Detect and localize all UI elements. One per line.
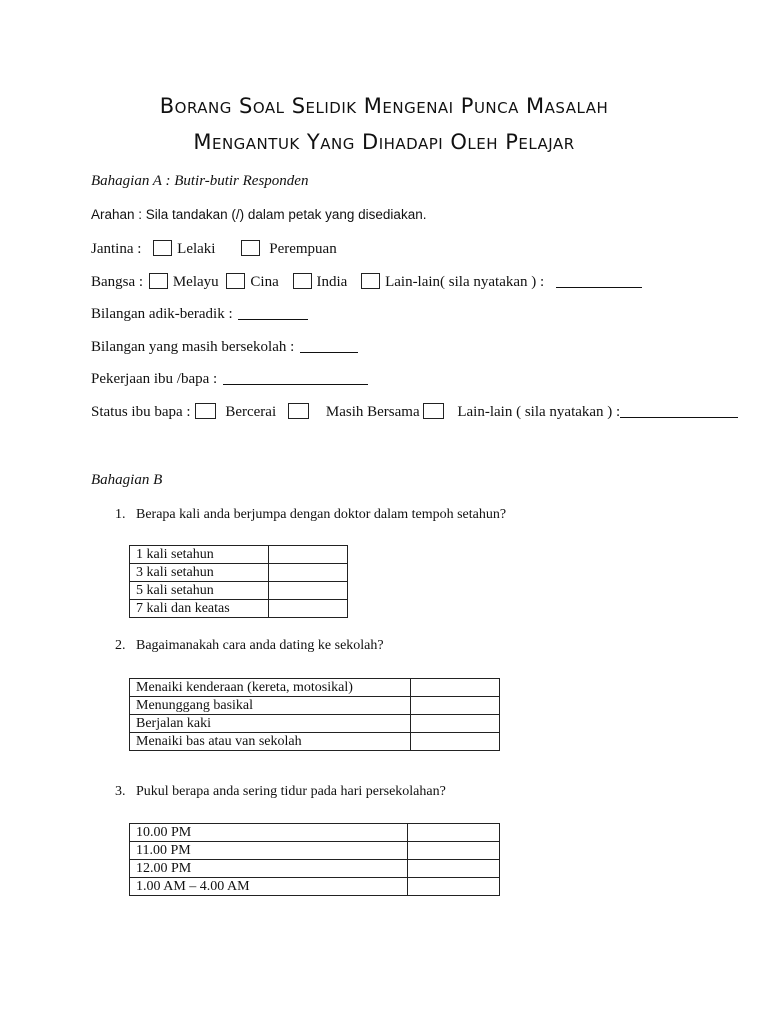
table-row: [130, 600, 348, 618]
section-a-heading: Bahagian A : Butir-butir Responden: [91, 173, 309, 189]
table-row: [130, 564, 348, 582]
table-row: [130, 842, 500, 860]
bangsa-lain-checkbox[interactable]: [361, 273, 380, 289]
status-lain-checkbox[interactable]: [423, 403, 444, 419]
option-label: 1 kali setahun: [130, 546, 269, 564]
option-answer-cell[interactable]: [269, 582, 348, 600]
option-label: 5 kali setahun: [130, 582, 269, 600]
table-row: [130, 697, 500, 715]
option-answer-cell[interactable]: [408, 824, 500, 842]
option-label: 11.00 PM: [130, 842, 408, 860]
option-answer-cell[interactable]: [411, 715, 500, 733]
option-answer-cell[interactable]: [269, 546, 348, 564]
table-row: [130, 715, 500, 733]
adik-beradik-field[interactable]: [238, 307, 308, 320]
status-label: Status ibu bapa :: [91, 404, 191, 420]
status-row: [91, 403, 738, 421]
question-3-text: Pukul berapa anda sering tidur pada hari persekolahan?: [136, 784, 446, 799]
question-1-number: 1.: [115, 507, 126, 522]
question-3: [115, 784, 446, 800]
form-title-line-1: Borang Soal Selidik Mengenai Punca Masalah: [159, 94, 609, 118]
status-bersama-checkbox[interactable]: [288, 403, 309, 419]
form-title-line-2: Mengantuk Yang Dihadapi Oleh Pelajar: [193, 130, 575, 154]
status-bersama-label: Masih Bersama: [325, 404, 420, 420]
table-row: [130, 679, 500, 697]
question-2-options-table: [129, 678, 500, 751]
adik-beradik-row: [91, 306, 308, 323]
table-row: [130, 878, 500, 896]
option-answer-cell[interactable]: [408, 860, 500, 878]
pekerjaan-field[interactable]: [223, 372, 368, 385]
adik-beradik-label: Bilangan adik-beradik :: [91, 306, 233, 322]
option-answer-cell[interactable]: [408, 878, 500, 896]
question-1: [115, 507, 506, 523]
bangsa-india-label: India: [316, 274, 348, 290]
option-label: Menunggang basikal: [130, 697, 411, 715]
jantina-lelaki-label: Lelaki: [177, 241, 216, 257]
option-answer-cell[interactable]: [411, 679, 500, 697]
bangsa-lain-label: Lain-lain( sila nyatakan ) :: [385, 274, 545, 290]
bersekolah-field[interactable]: [300, 340, 358, 353]
bangsa-melayu-label: Melayu: [172, 274, 219, 290]
option-label: 3 kali setahun: [130, 564, 269, 582]
status-bercerai-label: Bercerai: [225, 404, 277, 420]
bersekolah-label: Bilangan yang masih bersekolah :: [91, 339, 295, 355]
bangsa-label: Bangsa :: [91, 274, 144, 290]
option-label: 1.00 AM – 4.00 AM: [130, 878, 408, 896]
question-2-text: Bagaimanakah cara anda dating ke sekolah?: [136, 638, 384, 653]
option-answer-cell[interactable]: [269, 564, 348, 582]
section-b-heading: Bahagian B: [91, 472, 163, 488]
bangsa-cina-checkbox[interactable]: [226, 273, 245, 289]
option-label: Berjalan kaki: [130, 715, 411, 733]
option-label: 10.00 PM: [130, 824, 408, 842]
table-row: [130, 733, 500, 751]
bersekolah-row: [91, 339, 358, 356]
table-row: [130, 824, 500, 842]
status-lain-label: Lain-lain ( sila nyatakan ) :: [457, 404, 621, 420]
pekerjaan-label: Pekerjaan ibu /bapa :: [91, 371, 218, 387]
table-row: [130, 546, 348, 564]
jantina-perempuan-checkbox[interactable]: [241, 240, 260, 256]
instruction-text: Arahan : Sila tandakan (/) dalam petak yang disediakan.: [91, 207, 427, 222]
bangsa-cina-label: Cina: [250, 274, 279, 290]
status-bercerai-checkbox[interactable]: [195, 403, 216, 419]
option-label: 12.00 PM: [130, 860, 408, 878]
option-answer-cell[interactable]: [411, 733, 500, 751]
question-3-number: 3.: [115, 784, 126, 799]
table-row: [130, 582, 348, 600]
jantina-row: [91, 240, 337, 258]
option-answer-cell[interactable]: [411, 697, 500, 715]
option-answer-cell[interactable]: [408, 842, 500, 860]
jantina-perempuan-label: Perempuan: [269, 241, 337, 257]
question-1-text: Berapa kali anda berjumpa dengan doktor dalam tempoh setahun?: [136, 507, 507, 522]
question-2-number: 2.: [115, 638, 126, 653]
jantina-lelaki-checkbox[interactable]: [153, 240, 172, 256]
option-answer-cell[interactable]: [269, 600, 348, 618]
question-3-options-table: [129, 823, 500, 896]
bangsa-melayu-checkbox[interactable]: [149, 273, 168, 289]
bangsa-india-checkbox[interactable]: [293, 273, 312, 289]
option-label: 7 kali dan keatas: [130, 600, 269, 618]
question-1-options-table: [129, 545, 348, 618]
pekerjaan-row: [91, 371, 368, 388]
bangsa-row: [91, 273, 642, 291]
option-label: Menaiki bas atau van sekolah: [130, 733, 411, 751]
status-lain-field[interactable]: [620, 405, 738, 418]
option-label: Menaiki kenderaan (kereta, motosikal): [130, 679, 411, 697]
table-row: [130, 860, 500, 878]
jantina-label: Jantina :: [91, 241, 142, 257]
bangsa-lain-field[interactable]: [556, 275, 642, 288]
question-2: [115, 638, 384, 654]
